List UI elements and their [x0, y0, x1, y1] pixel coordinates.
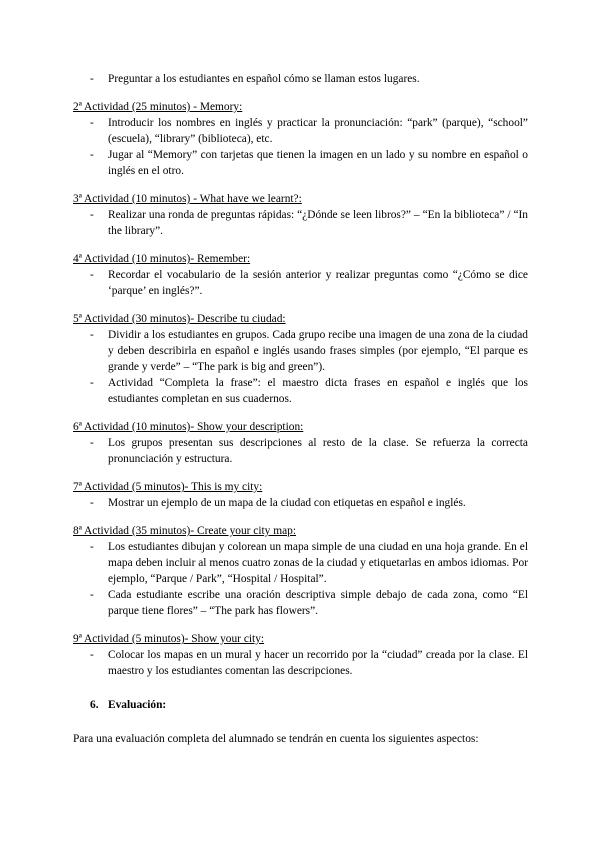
activity-list: [73, 115, 528, 179]
activity-4: [73, 311, 528, 407]
activity-heading: 9ª Actividad (5 minutos)- Show your city:: [73, 633, 265, 645]
activity-list: [73, 495, 528, 511]
activity-list: [73, 435, 528, 467]
activity-heading: 7ª Actividad (5 minutos)- This is my city:: [73, 481, 263, 493]
activity-heading: 4ª Actividad (10 minutos)- Remember:: [73, 253, 251, 265]
activity-heading: 5ª Actividad (30 minutos)- Describe tu ciudad:: [73, 313, 286, 325]
activity-2: [73, 191, 528, 239]
list-item: - Cada estudiante escribe una oración descriptiva simple debajo de cada zona, como “El parque tiene flores” – “The park has flowers”.: [73, 587, 528, 619]
list-item: - Jugar al “Memory” con tarjetas que tienen la imagen en un lado y su nombre en español o inglés en el otro.: [73, 147, 528, 179]
activity-heading: 2ª Actividad (25 minutos) - Memory:: [73, 101, 243, 113]
activity-1: [73, 99, 528, 179]
list-item: - Mostrar un ejemplo de un mapa de la ciudad con etiquetas en español e inglés.: [73, 495, 528, 511]
list-item: - Los grupos presentan sus descripciones al resto de la clase. Se refuerza la correcta pronunciación y estructura.: [73, 435, 528, 467]
activity-heading: 3ª Actividad (10 minutos) - What have we learnt?:: [73, 193, 302, 205]
activity-7: [73, 523, 528, 619]
activity-5: [73, 419, 528, 467]
closing-paragraph: Para una evaluación completa del alumnado se tendrán en cuenta los siguientes aspectos:: [73, 733, 479, 745]
section-number: 6.: [90, 699, 99, 711]
document-body: [73, 71, 528, 758]
list-item: - Realizar una ronda de preguntas rápidas: “¿Dónde se leen libros?” – “En la biblioteca” / “In the library”.: [73, 207, 528, 239]
activity-list: [73, 267, 528, 299]
activity-list: [73, 647, 528, 679]
list-item: - Actividad “Completa la frase”: el maestro dicta frases en español e inglés que los estudiantes completan en sus cuadernos.: [73, 375, 528, 407]
section-heading: [73, 697, 528, 713]
activity-3: [73, 251, 528, 299]
activity-list: [73, 327, 528, 407]
activity-heading: 6ª Actividad (10 minutos)- Show your description:: [73, 421, 304, 433]
activity-list: [73, 207, 528, 239]
list-item: - Preguntar a los estudiantes en español cómo se llaman estos lugares.: [73, 71, 528, 87]
activity-heading: 8ª Actividad (35 minutos)- Create your city map:: [73, 525, 296, 537]
list-item: - Recordar el vocabulario de la sesión anterior y realizar preguntas como “¿Cómo se dice ‘parque’ en inglés?”.: [73, 267, 528, 299]
list-item: - Dividir a los estudiantes en grupos. Cada grupo recibe una imagen de una zona de la ciudad y deben describirla en español e inglés usando frases simples (por ejemplo, “El parque es grande y verde” – “The park is big and green”).: [73, 327, 528, 375]
list-item: - Los estudiantes dibujan y colorean un mapa simple de una ciudad en una hoja grande. En el mapa deben incluir al menos cuatro zonas de la ciudad y etiquetarlas en ambos idiomas. Por ejemplo, “Parque / Park”, “Hospital / Hospital”.: [73, 539, 528, 587]
section-title: Evaluación:: [108, 699, 167, 711]
activity-6: [73, 479, 528, 511]
activity-list: [73, 539, 528, 619]
intro-list: [73, 71, 528, 87]
activity-8: [73, 631, 528, 679]
list-item: - Introducir los nombres en inglés y practicar la pronunciación: “park” (parque), “school” (escuela), “library” (biblioteca), etc.: [73, 115, 528, 147]
list-item: - Colocar los mapas en un mural y hacer un recorrido por la “ciudad” creada por la clase. El maestro y los estudiantes comentan las descripciones.: [73, 647, 528, 679]
